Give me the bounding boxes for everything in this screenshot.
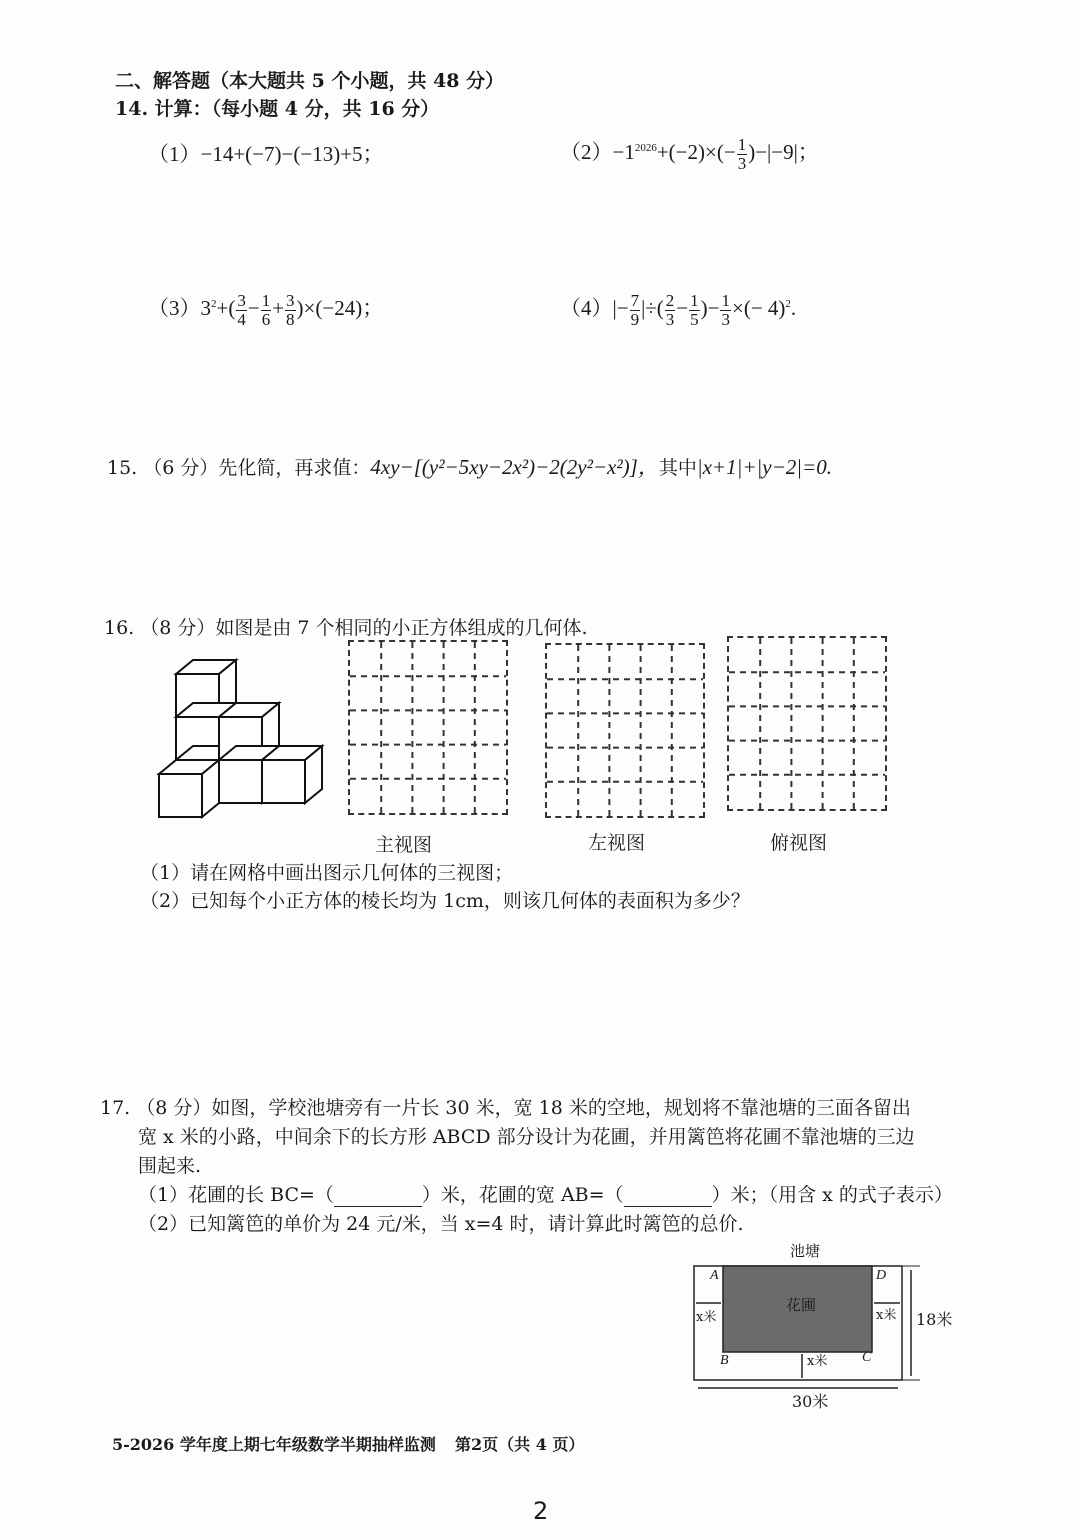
q15-text: 15. （6 分）先化简，再求值： (107, 457, 371, 479)
label: （4） (560, 296, 613, 321)
q14-part3 (148, 292, 383, 329)
q15-expression: 4xy−[(y²−5xy−2x²)−2(2y²−x²)]， (370, 455, 659, 479)
q15-cond-prefix: 其中 (658, 457, 697, 479)
numerator: 1 (261, 291, 271, 310)
numerator: 3 (286, 291, 295, 310)
footer-page: 第2页（共 4 页） (455, 1435, 585, 1454)
numerator: 2 (665, 291, 675, 310)
cube-figure (150, 650, 330, 835)
q14-part4 (560, 292, 796, 329)
expr: . (790, 296, 797, 321)
q14-part1 (148, 142, 384, 167)
vertex-b: B (720, 1353, 729, 1368)
fraction (236, 292, 247, 329)
pond-label: 池塘 (790, 1242, 821, 1260)
numerator: 7 (630, 291, 640, 310)
op: − (676, 296, 689, 321)
vertex-a: A (710, 1268, 719, 1283)
expr: |− (612, 296, 629, 321)
text: ）米，花圃的宽 AB=（ (421, 1184, 624, 1206)
fraction (285, 292, 296, 329)
path-width-right: x米 (876, 1308, 897, 1323)
footer-title: 5-2026 学年度上期七年级数学半期抽样监测 (112, 1435, 436, 1454)
fraction (737, 136, 748, 173)
q17-line1: 17. （8 分）如图，学校池塘旁有一片长 30 米，宽 18 米的空地，规划将不靠池塘的三面各留出 (100, 1097, 911, 1119)
fraction (720, 292, 731, 329)
exponent: 2 (211, 298, 217, 311)
q16-header: 16. （8 分）如图是由 7 个相同的小正方体组成的几何体. (104, 617, 588, 639)
expr: )×(−24)； (296, 296, 384, 321)
q17-sub2: （2）已知篱笆的单价为 24 元/米，当 x=4 时，请计算此时篱笆的总价. (138, 1213, 744, 1235)
text: ）米；（用含 x 的式子表示） (711, 1184, 953, 1206)
front-view-grid[interactable] (348, 640, 508, 815)
numerator: 1 (690, 291, 699, 310)
expr: 3 (200, 296, 211, 321)
exponent: 2 (785, 298, 791, 311)
expr: )−|−9|； (748, 140, 819, 165)
numerator: 1 (721, 291, 730, 310)
grid-lines (729, 638, 885, 809)
q14-part2 (560, 136, 819, 173)
op: − (247, 296, 260, 321)
numerator: 3 (237, 291, 246, 310)
fraction (665, 292, 676, 329)
grid-lines (547, 645, 703, 816)
vertex-c: C (862, 1350, 872, 1365)
grid-lines (350, 642, 506, 813)
label: （2） (560, 140, 613, 165)
text: （1）花圃的长 BC=（ (138, 1184, 334, 1206)
q14-header: 14. 计算：（每小题 4 分，共 16 分） (115, 98, 440, 120)
denominator: 9 (630, 309, 640, 329)
width-label: 30米 (792, 1392, 829, 1411)
denominator: 3 (665, 309, 675, 329)
denominator: 6 (261, 309, 271, 329)
height-label: 18米 (916, 1310, 953, 1329)
vertex-d: D (876, 1268, 887, 1283)
q17-line3: 围起来. (138, 1155, 202, 1177)
expr: +( (216, 296, 236, 321)
expr: ×(− 4) (731, 296, 786, 321)
expr: )− (700, 296, 720, 321)
answer-blank-ab[interactable] (624, 1188, 712, 1207)
top-view-grid[interactable] (727, 636, 887, 811)
path-width-left: x米 (696, 1310, 717, 1325)
fraction (689, 292, 700, 329)
denominator: 5 (690, 309, 699, 329)
left-view-grid[interactable] (545, 643, 705, 818)
q17-line2: 宽 x 米的小路，中间余下的长方形 ABCD 部分设计为花圃，并用篱笆将花圃不靠池塘的三边 (138, 1126, 915, 1148)
section-title: 二、解答题（本大题共 5 个小题，共 48 分） (115, 70, 505, 92)
q16-sub1: （1）请在网格中画出图示几何体的三视图； (140, 862, 514, 884)
expression: −14+(−7)−(−13)+5； (200, 142, 384, 166)
q15 (107, 455, 832, 480)
expr: −1 (612, 140, 635, 165)
q16-sub2: （2）已知每个小正方体的棱长均为 1cm，则该几何体的表面积为多少？ (140, 890, 750, 912)
fraction (261, 292, 272, 329)
front-view-label: 主视图 (375, 834, 433, 856)
numerator: 1 (737, 135, 747, 154)
q15-condition: |x+1|+|y−2|=0. (696, 455, 832, 479)
denominator: 8 (286, 309, 295, 329)
denominator: 4 (237, 309, 246, 329)
label: （3） (148, 296, 201, 321)
fraction (630, 292, 641, 329)
denominator: 3 (737, 153, 747, 173)
expr: |÷( (641, 296, 664, 321)
answer-blank-bc[interactable] (334, 1188, 422, 1207)
op: + (272, 296, 285, 321)
garden-figure (680, 1240, 960, 1420)
page-number: 2 (533, 1497, 549, 1525)
left-view-label: 左视图 (588, 832, 646, 854)
expr: +(−2)×(− (656, 140, 736, 165)
cube (262, 746, 322, 803)
top-view-label: 俯视图 (770, 832, 828, 854)
cube (159, 760, 219, 817)
path-width-bottom: x米 (807, 1354, 828, 1369)
label: （1） (148, 142, 201, 166)
q17-sub1 (138, 1184, 953, 1207)
denominator: 3 (721, 309, 730, 329)
exponent: 2026 (634, 142, 657, 155)
garden-label: 花圃 (786, 1296, 817, 1314)
